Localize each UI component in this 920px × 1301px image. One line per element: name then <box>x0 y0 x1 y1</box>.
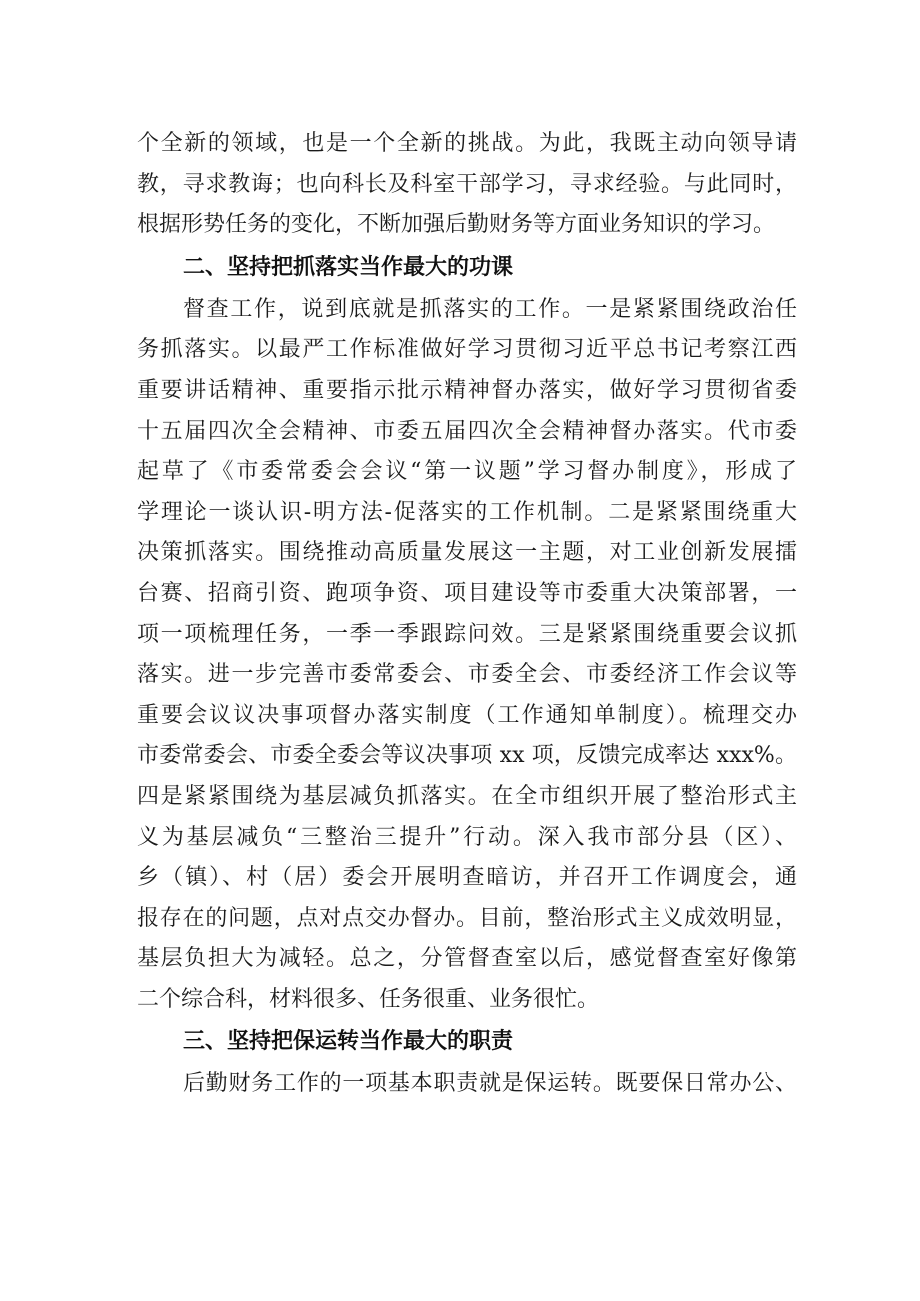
text-line: 落实。进一步完善市委常委会、市委全会、市委经济工作会议等 <box>137 662 797 688</box>
section-heading: 二、坚持把抓落实当作最大的功课 <box>183 254 514 280</box>
text-line: 起草了《市委常委会会议“第一议题”学习督办制度》，形成了 <box>137 459 797 485</box>
section-heading: 三、坚持把保运转当作最大的职责 <box>183 1029 514 1055</box>
text-line: 市委常委会、市委全委会等议决事项 xx 项，反馈完成率达 xxx%。 <box>137 743 797 769</box>
text-line: 重要讲话精神、重要指示批示精神督办落实，做好学习贯彻省委 <box>137 377 797 403</box>
text-line: 十五届四次全会精神、市委五届四次全会精神督办落实。代市委 <box>137 418 797 444</box>
text-line: 项一项梳理任务，一季一季跟踪问效。三是紧紧围绕重要会议抓 <box>137 621 797 647</box>
document-body <box>137 124 797 1105</box>
text-line: 个全新的领域，也是一个全新的挑战。为此，我既主动向领导请 <box>137 131 797 156</box>
text-line: 务抓落实。以最严工作标准做好学习贯彻习近平总书记考察江西 <box>137 337 797 363</box>
text-line: 二个综合科，材料很多、任务很重、业务很忙。 <box>137 986 600 1012</box>
text-line: 四是紧紧围绕为基层减负抓落实。在全市组织开展了整治形式主 <box>137 783 797 809</box>
text-line: 台赛、招商引资、跑项争资、项目建设等市委重大决策部署，一 <box>137 580 797 606</box>
text-line: 决策抓落实。围绕推动高质量发展这一主题，对工业创新发展擂 <box>137 540 797 566</box>
text-line: 教，寻求教诲；也向科长及科室干部学习，寻求经验。与此同时， <box>137 171 797 197</box>
text-line: 后勤财务工作的一项基本职责就是保运转。既要保日常办公、 <box>183 1071 797 1097</box>
paragraph <box>137 1064 797 1105</box>
paragraph <box>137 290 797 1021</box>
text-line: 乡（镇）、村（居）委会开展明查暗访，并召开工作调度会，通 <box>137 865 797 891</box>
text-line: 义为基层减负“三整治三提升”行动。深入我市部分县（区）、 <box>137 824 797 850</box>
text-line: 重要会议议决事项督办落实制度（工作通知单制度）。梳理交办 <box>137 702 797 728</box>
text-line: 学理论一谈认识-明方法-促落实的工作机制。二是紧紧围绕重大 <box>137 499 797 525</box>
text-line: 基层负担大为减轻。总之，分管督查室以后，感觉督查室好像第 <box>137 946 797 972</box>
text-line: 督查工作，说到底就是抓落实的工作。一是紧紧围绕政治任 <box>183 296 797 322</box>
paragraph <box>137 124 797 246</box>
text-line: 根据形势任务的变化，不断加强后勤财务等方面业务知识的学习。 <box>137 212 776 238</box>
text-line: 报存在的问题，点对点交办督办。目前，整治形式主义成效明显， <box>137 905 797 931</box>
